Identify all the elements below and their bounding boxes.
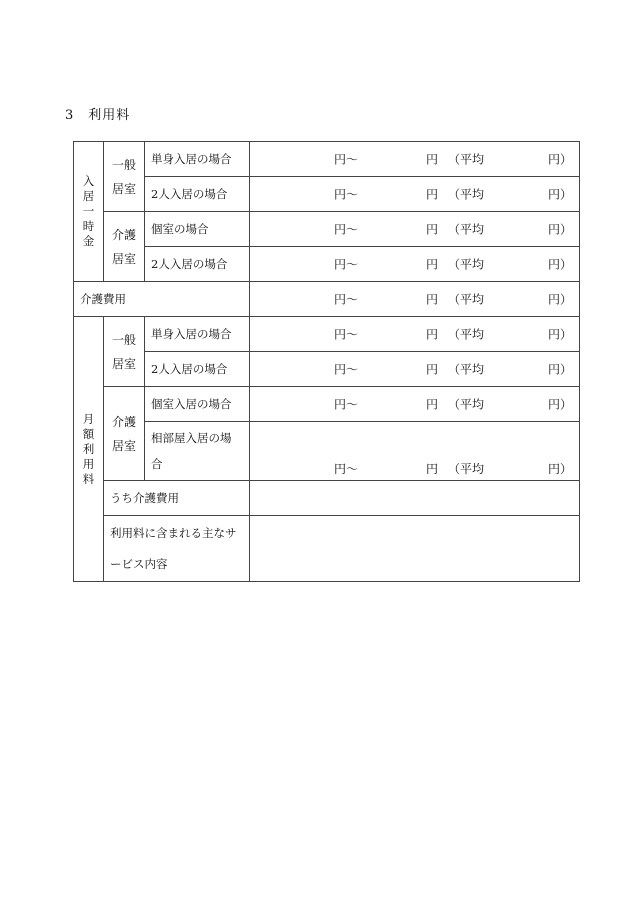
amount-to: 円 (426, 397, 439, 412)
amount-cell (250, 387, 580, 422)
amount-avg-open: （平均 (448, 462, 485, 476)
amount-to: 円 (426, 462, 439, 476)
row-label: 2人入居の場合 (145, 177, 250, 212)
amount-cell (250, 247, 580, 282)
amount-to: 円 (426, 257, 439, 272)
table-row (74, 212, 580, 247)
amount-cell (250, 317, 580, 352)
amount-avg-close: 円） (548, 462, 573, 476)
amount-avg-open: （平均 (448, 222, 485, 237)
included-care-cost-label: うち介護費用 (104, 481, 250, 516)
amount-cell (250, 142, 580, 177)
amount-to: 円 (426, 292, 439, 307)
label-char: 月 (82, 411, 95, 426)
row-label: 単身入居の場合 (145, 142, 250, 177)
amount-avg-open: （平均 (448, 362, 485, 377)
amount-from: 円～ (334, 462, 359, 476)
amount-to: 円 (426, 362, 439, 377)
row-label: 2人入居の場合 (145, 352, 250, 387)
row-label: 単身入居の場合 (145, 317, 250, 352)
amount-from: 円～ (334, 257, 359, 272)
row-label: 2人入居の場合 (145, 247, 250, 282)
label-line: 相部屋入居の場 (151, 431, 232, 445)
label-line: 一般 (111, 157, 136, 172)
monthly-fee-label (74, 317, 104, 582)
label-char: 料 (82, 471, 95, 486)
label-line: 介護 (111, 227, 136, 242)
amount-avg-close: 円） (548, 222, 573, 237)
amount-avg-open: （平均 (448, 257, 485, 272)
amount-avg-open: （平均 (448, 152, 485, 167)
amount-avg-close: 円） (548, 152, 573, 167)
label-line: 居室 (111, 181, 136, 196)
label-char: 利 (82, 441, 95, 456)
label-line: ービス内容 (110, 556, 168, 571)
amount-avg-close: 円） (548, 362, 573, 377)
lump-sum-label (74, 142, 104, 282)
row-label: 個室の場合 (145, 212, 250, 247)
fee-table (73, 141, 580, 582)
amount-avg-close: 円） (548, 187, 573, 202)
table-row (74, 352, 580, 387)
table-row (74, 142, 580, 177)
amount-from: 円～ (334, 187, 359, 202)
table-row (74, 516, 580, 582)
section-number: 3 (65, 108, 75, 123)
amount-avg-close: 円） (548, 257, 573, 272)
label-char: 額 (82, 426, 95, 441)
label-char: 入 (82, 174, 95, 188)
amount-from: 円～ (334, 152, 359, 167)
label-char: 一 (82, 204, 95, 218)
monthly-general-room-label (104, 317, 145, 387)
amount-cell (250, 282, 580, 317)
amount-avg-close: 円） (548, 397, 573, 412)
table-row (74, 422, 580, 481)
amount-avg-close: 円） (548, 292, 573, 307)
amount-cell (250, 212, 580, 247)
label-line: 合 (151, 457, 163, 471)
table-row (74, 282, 580, 317)
amount-avg-open: （平均 (448, 292, 485, 307)
table-row (74, 247, 580, 282)
amount-avg-open: （平均 (448, 397, 485, 412)
label-line: 居室 (111, 356, 136, 371)
table-row (74, 387, 580, 422)
label-char: 用 (82, 456, 95, 471)
amount-to: 円 (426, 327, 439, 342)
amount-from: 円～ (334, 397, 359, 412)
amount-cell (250, 352, 580, 387)
services-label (104, 516, 250, 582)
amount-to: 円 (426, 222, 439, 237)
section-title (65, 104, 130, 123)
section-title-text: 利用料 (88, 108, 131, 123)
monthly-care-room-label (104, 387, 145, 481)
table-row (74, 317, 580, 352)
services-value (250, 516, 580, 582)
lump-care-room-label (104, 212, 145, 282)
amount-avg-open: （平均 (448, 327, 485, 342)
amount-cell (250, 177, 580, 212)
amount-to: 円 (426, 187, 439, 202)
lump-general-room-label (104, 142, 145, 212)
care-cost-label: 介護費用 (74, 282, 250, 317)
label-line: 居室 (111, 438, 136, 453)
included-care-cost-value (250, 481, 580, 516)
amount-cell (250, 422, 580, 481)
row-label (145, 422, 250, 481)
amount-to: 円 (426, 152, 439, 167)
label-char: 時 (82, 219, 95, 233)
amount-avg-open: （平均 (448, 187, 485, 202)
amount-avg-close: 円） (548, 327, 573, 342)
row-label: 個室入居の場合 (145, 387, 250, 422)
amount-from: 円～ (334, 362, 359, 377)
amount-from: 円～ (334, 222, 359, 237)
table-row (74, 177, 580, 212)
label-line: 介護 (111, 414, 136, 429)
amount-from: 円～ (334, 327, 359, 342)
label-char: 居 (82, 189, 95, 203)
label-char: 金 (82, 234, 95, 248)
amount-from: 円～ (334, 292, 359, 307)
label-line: 利用料に含まれる主なサ (110, 525, 237, 540)
label-line: 居室 (111, 251, 136, 266)
table-row (74, 481, 580, 516)
label-line: 一般 (111, 332, 136, 347)
